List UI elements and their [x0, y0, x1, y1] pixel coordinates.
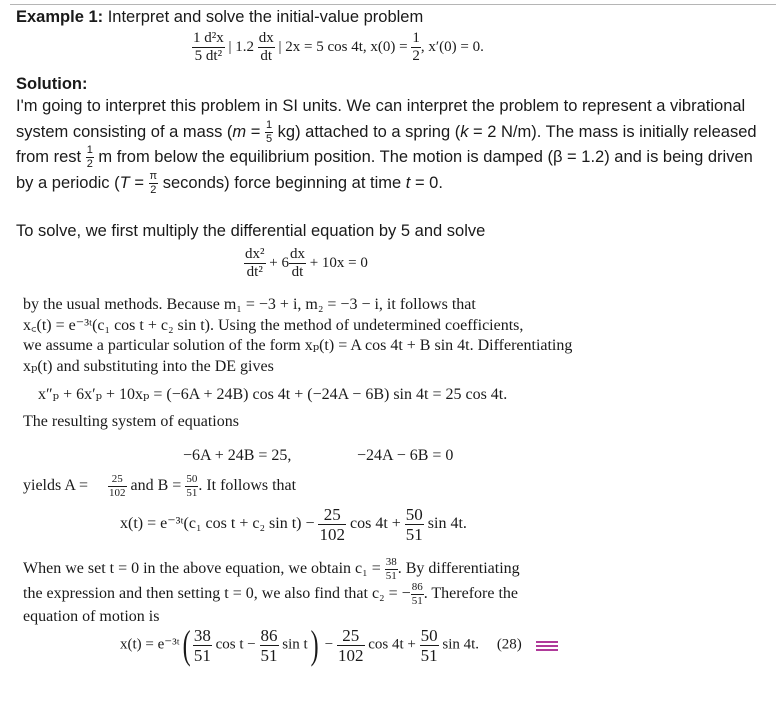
text: = 1.2) and is being driven — [562, 148, 753, 166]
para1-line-2: x꜀(t) = e⁻³ᵗ(c₁ cos t + c₂ sin t). Using the method of undetermined coefficients, — [23, 316, 524, 334]
frac-num: 1 — [412, 30, 420, 46]
frac-den: 2 — [86, 158, 93, 171]
text: by a periodic ( — [16, 173, 120, 192]
frac-den: 102 — [338, 645, 364, 665]
frac-den: 102 — [109, 487, 126, 499]
frac-den: dt² — [246, 264, 263, 280]
frac-num: 1 — [86, 144, 93, 157]
lhs: x(t) = e⁻³ᵗ — [120, 636, 180, 653]
frac-den: 5 — [265, 132, 273, 145]
equation-number: (28) — [496, 636, 522, 653]
frac-num: dx² — [245, 246, 265, 262]
interp-line-1: I'm going to interpret this problem in SI units. We can interpret the problem to represent a vibrational — [16, 97, 746, 115]
problem-equation — [192, 31, 484, 64]
equation-of-motion — [120, 622, 558, 667]
menu-lines-icon[interactable] — [536, 641, 558, 650]
frac-num: π — [149, 169, 158, 182]
frac-num: 1 — [265, 118, 273, 131]
para2-line-2 — [23, 582, 777, 607]
period-fraction — [149, 171, 159, 196]
frac-num: 86 — [260, 625, 278, 645]
frac-num: 86 — [411, 581, 423, 593]
frac-num: 50 — [405, 505, 423, 524]
text: the expression and then setting t = 0, we also find that c₂ = − — [23, 585, 411, 603]
text: . It follows that — [198, 477, 297, 495]
para2-line-1 — [23, 557, 777, 582]
frac-den: dt — [260, 48, 273, 64]
top-rule — [10, 4, 776, 5]
example-title — [16, 8, 423, 27]
frac-num: dx — [289, 246, 305, 262]
text: = — [246, 122, 265, 141]
frac-den: 51 — [420, 645, 438, 665]
text: When we set t = 0 in the above equation, we obtain c₁ = — [23, 560, 385, 578]
beta-symbol: β — [552, 148, 563, 166]
general-solution — [120, 506, 467, 543]
solution-heading: Solution: — [16, 75, 88, 93]
mass-symbol: m — [232, 122, 247, 141]
text: = 0. — [410, 173, 443, 192]
spring-constant-symbol: k — [460, 122, 469, 141]
lhs: x(t) = e⁻³ᵗ(c₁ cos t + c₂ sin t) − — [120, 515, 315, 533]
left-paren: ( — [182, 622, 191, 667]
frac-den: 51 — [385, 570, 397, 582]
text: . By differentiating — [397, 560, 520, 578]
example-label: Example 1: — [16, 8, 104, 26]
frac-den: dt — [291, 264, 304, 280]
displacement-fraction — [86, 145, 94, 170]
para2-line-3: equation of motion is — [23, 608, 160, 625]
fraction — [420, 627, 439, 664]
equation-rest: | 2x = 5 cos 4t, x(0) = — [278, 38, 412, 55]
text: = — [129, 173, 149, 192]
text: sin 4t. — [423, 515, 467, 533]
frac-num: dx — [258, 30, 274, 46]
para1-line-3: we assume a particular solution of the form xₚ(t) = A cos 4t + B sin 4t. Differentiating — [23, 337, 573, 354]
interp-line-4 — [16, 171, 770, 197]
time-symbol: t — [405, 173, 411, 192]
interpretation-paragraph — [16, 94, 770, 196]
first-derivative-fraction — [289, 247, 306, 280]
equation-term: + 10x = 0 — [305, 254, 368, 271]
para1-line-4: xₚ(t) and substituting into the DE gives — [23, 357, 274, 375]
frac-num: 50 — [186, 473, 198, 485]
mass-fraction — [265, 120, 273, 145]
second-derivative-fraction — [192, 31, 225, 64]
text: . Therefore the — [423, 585, 519, 603]
system-equation-1: −6A + 24B = 25, — [183, 447, 292, 464]
frac-den: 5 dt² — [194, 48, 223, 64]
text: cos t − — [211, 636, 260, 653]
frac-den: 51 — [411, 595, 423, 607]
frac-den: 51 — [193, 645, 211, 665]
text: − — [321, 636, 337, 653]
fraction — [318, 506, 346, 543]
fraction — [260, 627, 279, 664]
text: cos 4t + — [345, 515, 405, 533]
para1-line-1: by the usual methods. Because m₁ = −3 + i, m₂ = −3 − i, it follows that — [23, 296, 476, 313]
text: from rest — [16, 148, 86, 166]
frac-num: 1 d²x — [193, 30, 224, 46]
homogeneous-equation — [244, 247, 368, 280]
right-paren: ) — [310, 622, 319, 667]
period-symbol: T — [119, 173, 130, 192]
frac-num: 25 — [108, 474, 127, 487]
frac-den: 51 — [405, 525, 423, 544]
first-derivative-fraction — [258, 31, 275, 64]
yields-line — [23, 474, 296, 499]
resulting-system-text: The resulting system of equations — [23, 413, 239, 430]
frac-num: 25 — [337, 627, 365, 646]
text: and B = — [126, 477, 186, 495]
interp-line-2 — [16, 120, 770, 146]
text: = 2 N/m). The mass is initially released — [468, 122, 757, 141]
c2-fraction — [411, 582, 424, 607]
substitution-equation: x″ₚ + 6x′ₚ + 10xₚ = (−6A + 24B) cos 4t + (−24A − 6B) sin 4t = 25 cos 4t. — [38, 386, 508, 403]
interp-line-3 — [16, 145, 770, 171]
frac-den: 2 — [412, 48, 420, 64]
frac-den: 51 — [186, 487, 198, 499]
frac-num: 25 — [318, 506, 346, 525]
frac-num: 38 — [385, 556, 397, 568]
fraction — [193, 627, 212, 664]
example-text: Interpret and solve the initial-value problem — [103, 8, 424, 26]
text: yields A = — [23, 477, 89, 495]
damping-term: | 1.2 — [228, 38, 255, 55]
fraction — [405, 506, 424, 543]
frac-den: 51 — [260, 645, 278, 665]
text: sin t — [278, 636, 308, 653]
solve-intro: To solve, we first multiply the differential equation by 5 and solve — [16, 222, 486, 240]
text: m from below the equilibrium position. The motion is damped ( — [93, 148, 553, 166]
initial-velocity: , x′(0) = 0. — [420, 38, 484, 55]
b-value-fraction — [185, 474, 198, 499]
frac-num: 50 — [420, 625, 438, 645]
c1-fraction — [385, 557, 398, 582]
system-equation-2: −24A − 6B = 0 — [357, 447, 454, 464]
frac-num: 38 — [193, 625, 211, 645]
text: seconds) force beginning at time — [158, 173, 406, 192]
characteristic-paragraph — [23, 295, 777, 377]
text: sin 4t. — [438, 636, 480, 653]
a-value-fraction — [108, 474, 127, 499]
equation-term: + 6 — [265, 254, 289, 271]
fraction — [337, 627, 365, 664]
frac-den: 2 — [150, 183, 157, 196]
text: kg) attached to a spring ( — [273, 122, 461, 141]
constants-paragraph — [23, 557, 777, 628]
frac-den: 102 — [319, 525, 345, 544]
text: cos 4t + — [364, 636, 420, 653]
second-derivative-fraction — [244, 247, 266, 280]
text: system consisting of a mass ( — [16, 122, 233, 141]
initial-position-fraction — [411, 31, 421, 64]
